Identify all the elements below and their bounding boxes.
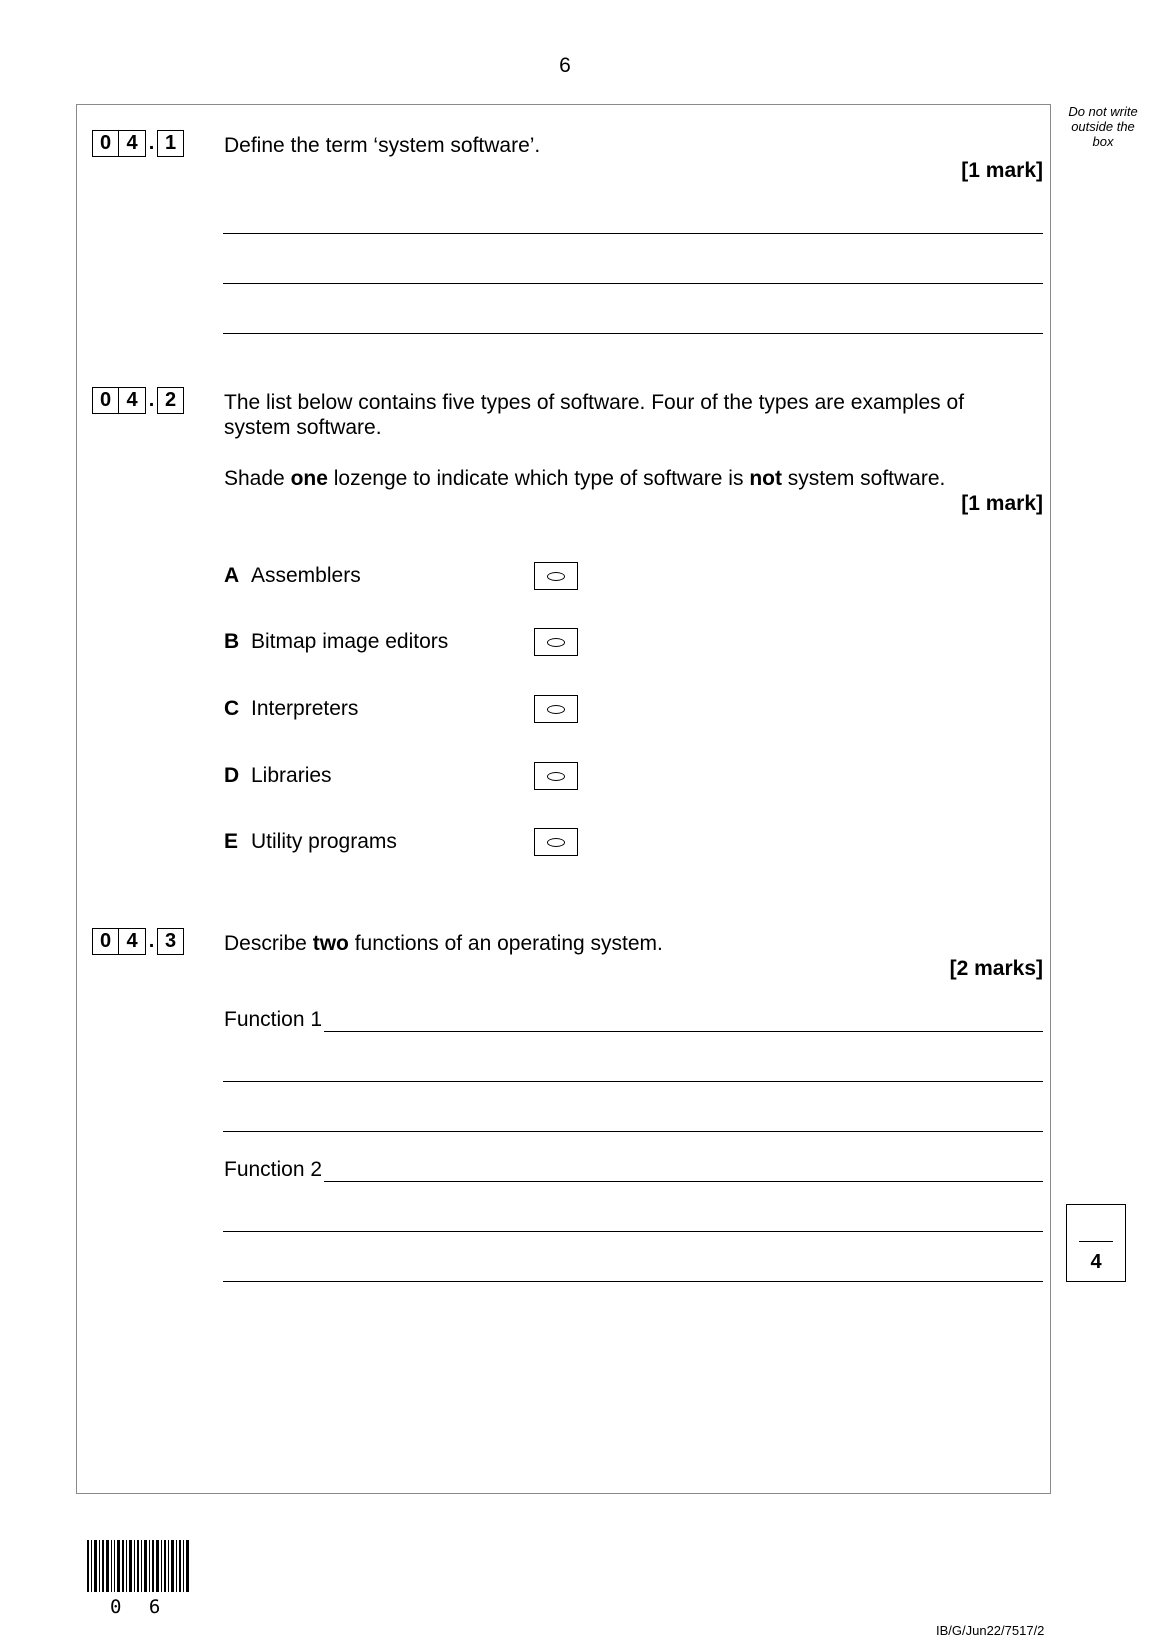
function-2-label: Function 2 xyxy=(224,1158,323,1181)
option-a xyxy=(224,561,578,591)
q1-marks: [1 mark] xyxy=(961,159,1043,182)
option-letter: C xyxy=(224,697,240,720)
barcode-icon xyxy=(87,1540,191,1592)
q3-prompt-text: Describe xyxy=(224,932,313,955)
answer-line[interactable] xyxy=(324,1007,1043,1032)
q2-instruction xyxy=(224,466,945,491)
qnum-digit: 0 xyxy=(92,387,119,414)
option-e xyxy=(224,827,578,857)
option-label: Libraries xyxy=(251,764,332,787)
score-dash xyxy=(1079,1241,1113,1242)
qnum-digit: 4 xyxy=(119,928,146,955)
lozenge-icon xyxy=(547,838,565,847)
option-label: Interpreters xyxy=(251,697,359,720)
qnum-digit: 4 xyxy=(119,387,146,414)
margin-note: Do not write outside the box xyxy=(1068,104,1138,149)
option-c xyxy=(224,694,578,724)
q2-intro: The list below contains five types of software. Four of the types are examples of system software. xyxy=(224,391,965,439)
q2-instruction-emphasis: not xyxy=(749,467,782,490)
q2-instruction-text: system software. xyxy=(781,467,946,490)
answer-line[interactable] xyxy=(223,1131,1043,1132)
question-number-04-2 xyxy=(92,387,184,414)
q3-prompt-emphasis: two xyxy=(312,932,349,955)
lozenge-option-e[interactable] xyxy=(534,828,578,856)
function-1-line[interactable] xyxy=(224,1007,1043,1032)
score-total: 4 xyxy=(1090,1251,1102,1273)
qnum-digit: 3 xyxy=(157,928,184,955)
lozenge-icon xyxy=(547,772,565,781)
option-label: Bitmap image editors xyxy=(251,630,449,653)
qnum-dot: . xyxy=(148,132,155,154)
lozenge-option-d[interactable] xyxy=(534,762,578,790)
answer-frame xyxy=(76,104,1051,1494)
option-b xyxy=(224,627,578,657)
qnum-digit: 2 xyxy=(157,387,184,414)
option-letter: A xyxy=(224,564,240,587)
answer-line[interactable] xyxy=(223,283,1043,284)
lozenge-option-c[interactable] xyxy=(534,695,578,723)
option-letter: E xyxy=(224,830,239,853)
q2-instruction-emphasis: one xyxy=(290,467,328,490)
answer-line[interactable] xyxy=(223,1231,1043,1232)
q3-prompt-text: functions of an operating system. xyxy=(348,932,663,955)
lozenge-option-b[interactable] xyxy=(534,628,578,656)
qnum-digit: 0 xyxy=(92,928,119,955)
option-letter: B xyxy=(224,630,240,653)
function-1-label: Function 1 xyxy=(224,1008,323,1031)
answer-line[interactable] xyxy=(223,1281,1043,1282)
option-label: Assemblers xyxy=(251,564,361,587)
answer-line[interactable] xyxy=(324,1157,1043,1182)
qnum-dot: . xyxy=(148,930,155,952)
lozenge-option-a[interactable] xyxy=(534,562,578,590)
function-2-line[interactable] xyxy=(224,1157,1043,1182)
qnum-dot: . xyxy=(148,389,155,411)
page-number: 6 xyxy=(559,54,571,77)
answer-line[interactable] xyxy=(223,1081,1043,1082)
question-number-04-1 xyxy=(92,130,184,157)
answer-line[interactable] xyxy=(223,333,1043,334)
lozenge-icon xyxy=(547,705,565,714)
q3-prompt xyxy=(224,931,663,956)
footer-reference: IB/G/Jun22/7517/2 xyxy=(936,1623,1045,1638)
barcode-digits: 0 6 xyxy=(110,1596,169,1618)
qnum-digit: 1 xyxy=(157,130,184,157)
option-letter: D xyxy=(224,764,240,787)
lozenge-icon xyxy=(547,638,565,647)
question-number-04-3 xyxy=(92,928,184,955)
answer-line[interactable] xyxy=(223,233,1043,234)
qnum-digit: 0 xyxy=(92,130,119,157)
lozenge-icon xyxy=(547,572,565,581)
option-d xyxy=(224,761,578,791)
q2-instruction-text: lozenge to indicate which type of software is xyxy=(327,467,750,490)
q2-instruction-text: Shade xyxy=(224,467,291,490)
qnum-digit: 4 xyxy=(119,130,146,157)
option-label: Utility programs xyxy=(251,830,397,853)
score-box xyxy=(1066,1204,1126,1282)
q2-marks: [1 mark] xyxy=(961,492,1043,515)
q1-prompt: Define the term ‘system software’. xyxy=(224,134,541,157)
q3-marks: [2 marks] xyxy=(949,957,1043,980)
